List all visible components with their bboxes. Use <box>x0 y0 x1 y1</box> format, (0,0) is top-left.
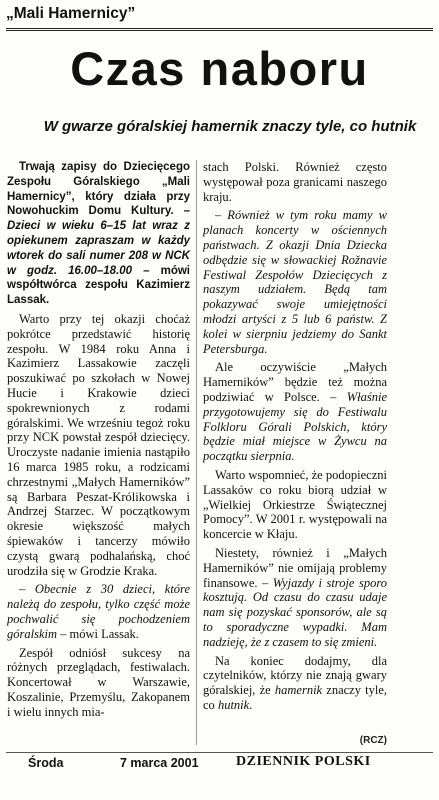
history-paragraph: Warto przy tej okazji choćaż pokrótce przedstawić historię zespołu. W 1984 roku Anna i Kazimierz Lassakowie zaczęli poszukiwać po szkołach w Nowej Hucie i Krakowie dzieci spokrewnionych z rodami góralskimi. We wrześniu tegoż roku przy NCK powstał zespół dziecięcy. Uroczyste nadanie imienia nastąpiło 16 marca 1985 roku, a rodzicami chrzestnymi „Małych Hamerników” są Barbara Peszat-Królikowska i Andrzej Starzec. W początkowym okresie większość małych śpiewaków i tancerzy mówiło czystą gwarą podhalańską, choć urodziła się w Grodzie Kraka. <box>7 311 190 578</box>
column-divider <box>196 160 197 745</box>
header-rule <box>6 28 433 29</box>
continuation-paragraph: stach Polski. Również często występował poza granicami naszego kraju. <box>203 160 387 204</box>
festival-text: Ale oczywiście „Małych Hamerników” będzie też można podziwiać w Polsce. – <box>203 360 387 404</box>
quote-text: – Obecnie z 30 dzieci, które należą do zespołu, tylko część może pochwalić się pochodzeniem góralskim <box>7 582 190 641</box>
header-rule-secondary <box>6 30 433 31</box>
festival-quote: Właśnie przygotowujemy się do Festiwalu Folkloru Górali Polskich, który będzie miał miejsce w Żywcu na początku sierpnia. <box>203 389 387 464</box>
term-hamernik: hamernik <box>274 683 323 698</box>
left-column <box>7 160 190 719</box>
festival-paragraph <box>203 360 387 464</box>
success-paragraph: Zespół odniósł sukcesy na różnych przeglądach, festiwalach. Koncertował w Warszawie, Koszalinie, Przemyślu, Zakopanem i wielu innych mia- <box>7 645 190 719</box>
footer-day: Środa <box>28 756 64 770</box>
subheadline: W gwarze góralskiej hamernik znaczy tyle, co hutnik <box>43 118 417 135</box>
lead-paragraph <box>7 160 190 308</box>
closing-paragraph <box>203 654 387 713</box>
lead-quote: Dzieci w wieku 6–15 lat wraz z opiekunem zapraszam w każdy wtorek do sali numer 208 w NCK w godz. 16.00–18.00 <box>7 220 190 277</box>
charity-paragraph: Warto wspomnieć, że podopieczni Lassaków co roku biorą udział w „Wielkiej Orkiestrze Świątecznej Pomocy”. W 2001 r. występowali na koncercie w Kłaju. <box>203 467 387 542</box>
finance-text: Niestety, również i „Małych Hamerników” nie omijają problemy finansowe. – <box>203 545 387 590</box>
quote-paragraph <box>7 582 190 641</box>
lead-attribution: – mówi współtwórca zespołu Kazimierz Lassak. <box>7 264 190 307</box>
closing-text-c: . <box>249 697 253 712</box>
headline: Czas naboru <box>70 42 369 95</box>
term-hutnik: hutnik <box>217 697 250 712</box>
plans-quote-paragraph: – Również w tym roku mamy w planach koncerty w ościennych państwach. Z okazji Dnia Dziecka odbędzie się w słowackiej Rožnavie Festiwal Zespołów Dziecięcych z naszym udziałem. Będą tam pokazywać swoje umiejętności młodzi artyści z 5 lub 6 państw. Z kolei w sierpniu jedziemy do Sankt Petersburga. <box>203 208 387 356</box>
publication-logo: DZIENNIK POLSKI <box>236 754 371 769</box>
footer-date: 7 marca 2001 <box>120 756 199 770</box>
right-column <box>203 160 387 713</box>
closing-text-a: Na koniec dodajmy, dla czytelników, którzy nie znają gwary góralskiej, że <box>203 653 387 698</box>
section-tag: „Mali Hamernicy” <box>6 5 136 22</box>
finance-quote: Wyjazdy i stroje sporo kosztują. Od czasu do czasu udaje nam się pozyskać sponsorów, ale są to sporadyczne wypadki. Mam nadzieję, że z czasem to się zmieni. <box>203 575 388 649</box>
closing-text-b: znaczy tyle, co <box>203 683 388 712</box>
finance-paragraph <box>203 546 387 650</box>
quote-attribution: – mówi Lassak. <box>57 626 139 641</box>
author-signature: (RCZ) <box>359 735 387 746</box>
lead-text: Trwają zapisy do Dziecięcego Zespołu Góralskiego „Mali Hamernicy”, który działa przy Nowohuckim Domu Kultury. – <box>7 161 190 218</box>
footer-rule <box>6 752 433 753</box>
